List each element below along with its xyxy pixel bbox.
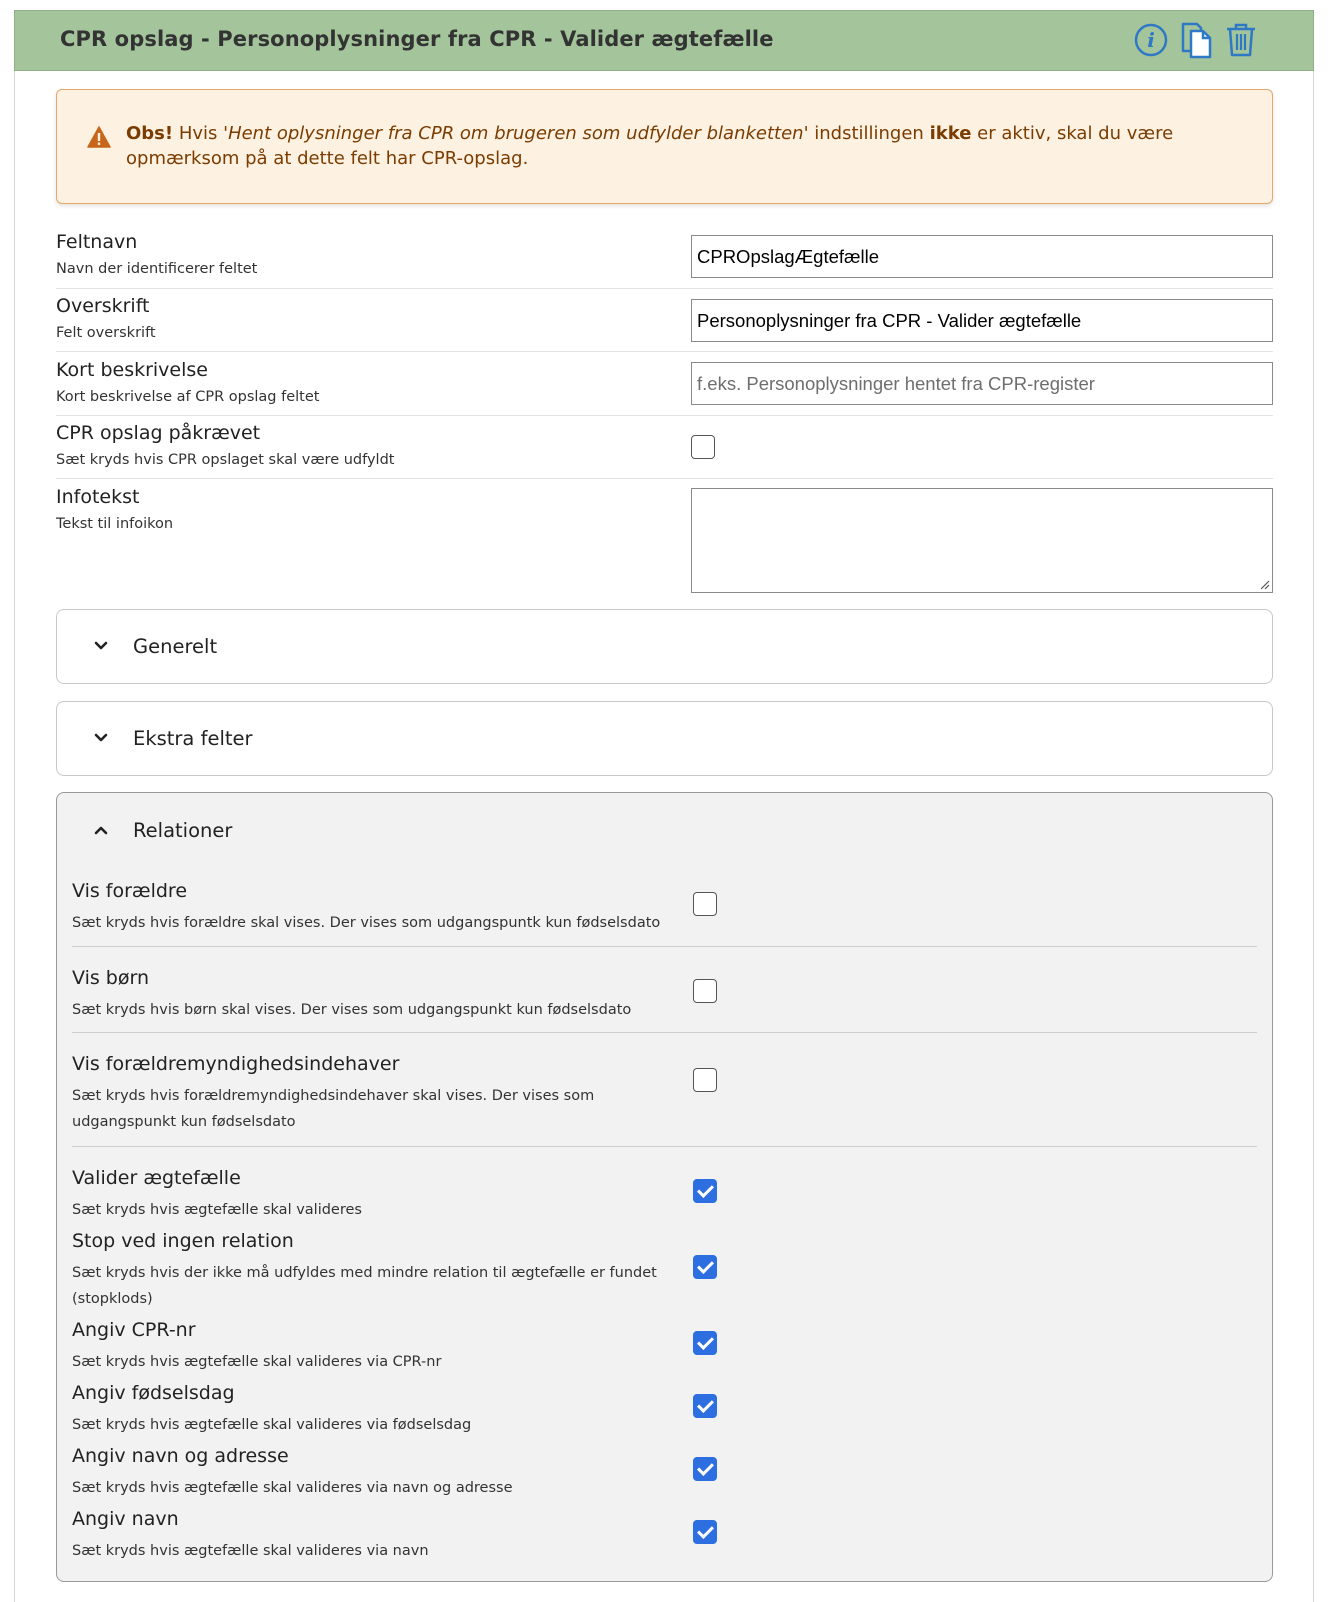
field-help: Felt overskrift [56,325,156,341]
vis-boern-checkbox[interactable] [693,979,717,1003]
trash-icon[interactable] [1223,21,1259,59]
resize-grip-icon[interactable] [1258,578,1270,590]
panel-header [14,10,1314,71]
infotekst-textarea[interactable] [691,488,1273,593]
field-help: Kort beskrivelse af CPR opslag feltet [56,389,320,405]
relation-label: Vis forældremyndighedsindehaver [72,1053,400,1075]
accordion-relationer [56,792,1273,1582]
field-label: Overskrift [56,295,150,317]
warning-icon [87,126,111,148]
chevron-up-icon[interactable] [93,824,109,836]
relation-help: Sæt kryds hvis ægtefælle skal valideres via navn og adresse [72,1480,513,1496]
panel-title: CPR opslag - Personoplysninger fra CPR - Valider ægtefælle [60,27,774,51]
relation-help: Sæt kryds hvis børn skal vises. Der vises som udgangspunkt kun fødselsdato [72,1002,632,1018]
relation-label: Vis forældre [72,880,188,902]
relation-label: Valider ægtefælle [72,1167,241,1189]
field-label: Infotekst [56,486,140,508]
stop-checkbox[interactable] [693,1255,717,1279]
relation-row-cpr [72,1319,1257,1377]
relation-row-vis-foraeldre [72,880,1257,947]
vis-foraeldre-checkbox[interactable] [693,892,717,916]
copy-icon[interactable] [1178,21,1214,59]
field-label: Feltnavn [56,231,138,253]
kort-beskrivelse-input[interactable] [691,362,1273,405]
info-icon[interactable] [1133,21,1169,59]
navn-checkbox[interactable] [693,1520,717,1544]
relation-help: Sæt kryds hvis der ikke må udfyldes med mindre relation til ægtefælle er fundet (stopklods) [72,1265,657,1307]
relation-label: Stop ved ingen relation [72,1230,294,1252]
relation-row-vis-boern [72,967,1257,1033]
paakraevet-checkbox[interactable] [691,435,715,459]
obs-alert [56,89,1273,204]
overskrift-input[interactable] [691,299,1273,342]
relation-label: Angiv fødselsdag [72,1382,235,1404]
navn-adresse-checkbox[interactable] [693,1457,717,1481]
relation-help: Sæt kryds hvis forældremyndighedsindehaver skal vises. Der vises som udgangspunkt kun fødselsdato [72,1088,595,1130]
cpr-checkbox[interactable] [693,1331,717,1355]
field-label: Kort beskrivelse [56,359,208,381]
alert-text: Obs! Hvis 'Hent oplysninger fra CPR om brugeren som udfylder blanketten' indstillingen ikke er aktiv, skal du være opmærksom på at dette felt har CPR-opslag. [126,123,1174,169]
relation-help: Sæt kryds hvis forældre skal vises. Der vises som udgangspuntk kun fødselsdato [72,915,661,931]
field-help: Tekst til infoikon [56,516,174,532]
relation-label: Angiv CPR-nr [72,1319,196,1341]
accordion-ekstra-felter[interactable] [56,701,1273,776]
feltnavn-input[interactable] [691,235,1273,278]
relation-row-vis-myndighed [72,1053,1257,1147]
chevron-down-icon [93,640,109,652]
relation-label: Angiv navn og adresse [72,1445,289,1467]
relation-help: Sæt kryds hvis ægtefælle skal valideres via CPR-nr [72,1354,442,1370]
relation-label: Vis børn [72,967,150,989]
field-help: Sæt kryds hvis CPR opslaget skal være udfyldt [56,452,395,468]
accordion-title[interactable]: Relationer [133,819,233,842]
foedselsdag-checkbox[interactable] [693,1394,717,1418]
accordion-generelt[interactable] [56,609,1273,684]
relation-row-foedselsdag [72,1382,1257,1440]
field-row-paakraevet [56,422,1273,479]
svg-text:i: i [1147,28,1155,52]
chevron-down-icon [93,732,109,744]
field-label: CPR opslag påkrævet [56,422,261,444]
relation-row-navn-adresse [72,1445,1257,1503]
relation-row-stop [72,1230,1257,1314]
relation-row-valider [72,1167,1257,1225]
accordion-title: Generelt [133,635,218,658]
valider-checkbox[interactable] [693,1179,717,1203]
relation-help: Sæt kryds hvis ægtefælle skal valideres [72,1202,362,1218]
relation-row-navn [72,1508,1257,1566]
vis-myndighed-checkbox[interactable] [693,1068,717,1092]
relation-help: Sæt kryds hvis ægtefælle skal valideres via fødselsdag [72,1417,472,1433]
relation-help: Sæt kryds hvis ægtefælle skal valideres via navn [72,1543,429,1559]
field-help: Navn der identificerer feltet [56,261,258,277]
accordion-title: Ekstra felter [133,727,253,750]
relation-label: Angiv navn [72,1508,179,1530]
